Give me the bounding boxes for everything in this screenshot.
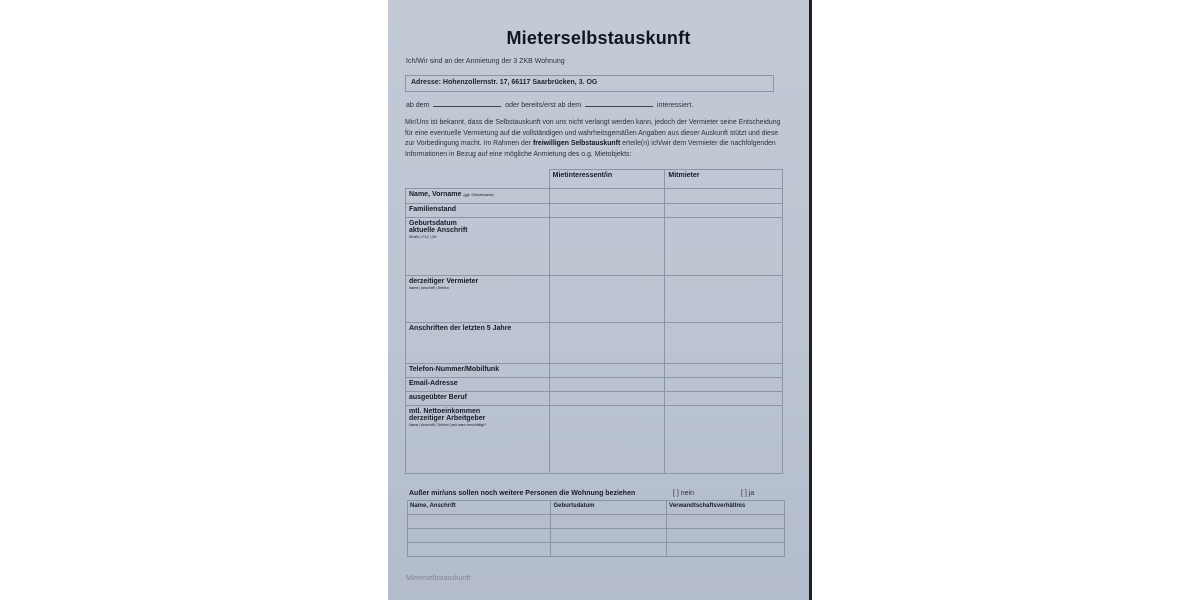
paragraph-text: Mir/Uns ist bekannt, dass die Selbstauskunft von uns nicht verlangt werden kann, jedoch der Vermieter seine Entscheidung für eine eventuelle Vermietung auf die vollständigen und wahrheitsgemäßen Angaben aus dieser Auskunft stützt und diese zur Vorbedingung macht. Im Rahmen der bbox=[405, 119, 781, 148]
applicant-cell[interactable] bbox=[549, 378, 665, 392]
applicant-cell[interactable] bbox=[549, 204, 665, 218]
person-relationship-cell[interactable] bbox=[667, 515, 785, 529]
row-label: Name, Vorname (ggf. Geburtsname) bbox=[406, 189, 550, 204]
co-tenant-cell[interactable] bbox=[665, 276, 783, 323]
header-applicant: Mietinteressent/in bbox=[549, 170, 665, 189]
header-empty bbox=[406, 170, 550, 189]
move-in-date-line bbox=[406, 100, 693, 109]
persons-row bbox=[408, 543, 785, 557]
applicant-table bbox=[405, 169, 783, 474]
row-label: Familienstand bbox=[406, 204, 550, 218]
table-row bbox=[406, 364, 783, 378]
co-tenant-cell[interactable] bbox=[665, 323, 783, 364]
table-row bbox=[406, 323, 783, 364]
intro-text: Ich/Wir sind an der Anmietung der 3 ZKB Wohnung bbox=[406, 58, 565, 65]
from-label: ab dem bbox=[406, 102, 430, 109]
persons-header-row bbox=[408, 501, 785, 515]
person-relationship-cell[interactable] bbox=[667, 529, 785, 543]
co-tenant-cell[interactable] bbox=[665, 378, 783, 392]
co-tenant-cell[interactable] bbox=[665, 406, 783, 474]
paragraph-text-end: erteile(n) ich/wir dem Vermieter die nachfolgenden Informationen in Bezug auf eine mögliche Anmietung des o.g. Mietobjekts: bbox=[405, 140, 776, 158]
additional-persons-table bbox=[407, 500, 785, 557]
row-label: Anschriften der letzten 5 Jahre bbox=[406, 323, 550, 364]
date-blank-1[interactable] bbox=[433, 100, 501, 107]
row-label: Email-Adresse bbox=[406, 378, 550, 392]
from-label-2: oder bereits/erst ab dem bbox=[505, 102, 582, 109]
address-box: Adresse: Hohenzollernstr. 17, 66117 Saarbrücken, 3. OG bbox=[405, 75, 774, 92]
applicant-cell[interactable] bbox=[549, 364, 665, 378]
header-name-address: Name, Anschrift bbox=[408, 501, 551, 515]
table-row bbox=[406, 378, 783, 392]
row-label: Telefon-Nummer/Mobilfunk bbox=[406, 364, 550, 378]
table-row bbox=[406, 406, 783, 474]
co-tenant-cell[interactable] bbox=[665, 364, 783, 378]
applicant-cell[interactable] bbox=[549, 406, 665, 474]
applicant-cell[interactable] bbox=[549, 189, 665, 204]
applicant-cell[interactable] bbox=[549, 392, 665, 406]
row-label: Geburtsdatum aktuelle Anschrift Straße | PLZ | Ort bbox=[406, 218, 550, 276]
row-label: ausgeübter Beruf bbox=[406, 392, 550, 406]
person-relationship-cell[interactable] bbox=[667, 543, 785, 557]
person-name-cell[interactable] bbox=[408, 543, 551, 557]
persons-row bbox=[408, 515, 785, 529]
person-birthdate-cell[interactable] bbox=[551, 543, 667, 557]
paragraph-bold: freiwilligen Selbstauskunft bbox=[532, 140, 621, 148]
row-label: mtl. Nettoeinkommen derzeitiger Arbeitgeber Name | Anschrift | Telefon | seit wann beschäftigt? bbox=[406, 406, 550, 474]
person-name-cell[interactable] bbox=[408, 529, 551, 543]
applicant-cell[interactable] bbox=[549, 276, 665, 323]
co-tenant-cell[interactable] bbox=[665, 204, 783, 218]
document-page bbox=[388, 0, 812, 600]
table-row bbox=[406, 189, 783, 204]
consent-paragraph bbox=[405, 118, 787, 160]
additional-persons-question: Außer mir/uns sollen noch weitere Personen die Wohnung beziehen bbox=[409, 490, 636, 497]
applicant-cell[interactable] bbox=[549, 218, 665, 276]
header-co-tenant: Mitmieter bbox=[665, 170, 783, 189]
co-tenant-cell[interactable] bbox=[665, 392, 783, 406]
table-row bbox=[406, 204, 783, 218]
document-title: Mieterselbstauskunft bbox=[506, 28, 691, 48]
co-tenant-cell[interactable] bbox=[665, 218, 783, 276]
table-row bbox=[406, 218, 783, 276]
co-tenant-cell[interactable] bbox=[665, 189, 783, 204]
header-relationship: Verwandtschaftsverhältnis bbox=[667, 501, 785, 515]
option-no-checkbox[interactable]: [ ] nein bbox=[673, 490, 695, 497]
table-row bbox=[406, 392, 783, 406]
page-footer: Mieterselbstauskunft bbox=[406, 575, 471, 582]
persons-row bbox=[408, 529, 785, 543]
date-blank-2[interactable] bbox=[585, 100, 653, 107]
applicant-cell[interactable] bbox=[549, 323, 665, 364]
person-name-cell[interactable] bbox=[408, 515, 551, 529]
header-birthdate: Geburtsdatum bbox=[551, 501, 667, 515]
person-birthdate-cell[interactable] bbox=[551, 529, 667, 543]
row-label: derzeitiger Vermieter Name | Anschrift | Telefon bbox=[406, 276, 550, 323]
table-header-row bbox=[406, 170, 783, 189]
option-yes-checkbox[interactable]: [ ] ja bbox=[741, 490, 755, 497]
from-label-3: interessiert. bbox=[657, 102, 694, 109]
person-birthdate-cell[interactable] bbox=[551, 515, 667, 529]
table-row bbox=[406, 276, 783, 323]
